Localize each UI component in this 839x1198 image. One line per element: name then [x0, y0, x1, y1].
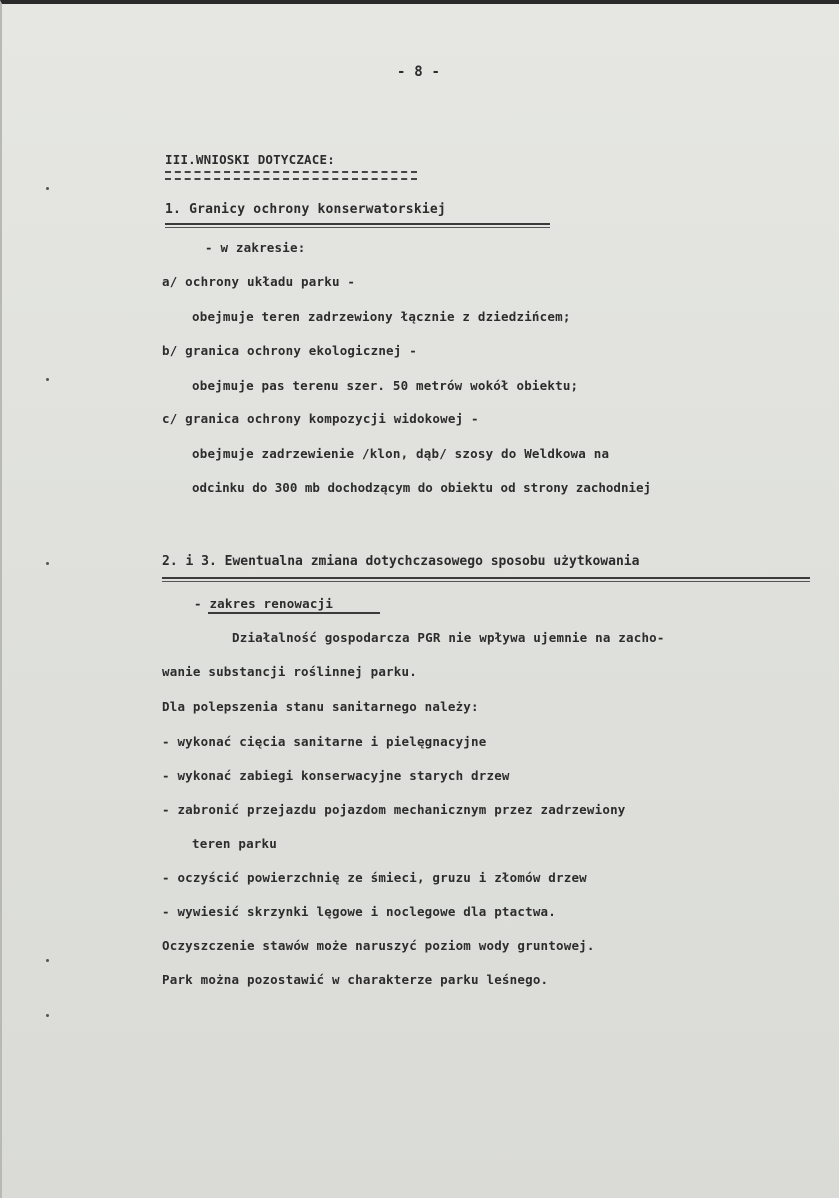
- section2-heading-underline-2: [162, 581, 810, 582]
- section2-subheading-underline: [208, 612, 380, 614]
- section1-line-b-desc: obejmuje pas terenu szer. 50 metrów wokół obiektu;: [192, 378, 579, 393]
- section2-item-3b: teren parku: [192, 836, 277, 851]
- section2-item-3: - zabronić przejazdu pojazdom mechanicznym przez zadrzewiony: [162, 802, 626, 817]
- section1-line-c-desc: obejmuje zadrzewienie /klon, dąb/ szosy do Weldkowa na: [192, 446, 610, 461]
- section2-para-4: Park można pozostawić w charakterze parku leśnego.: [162, 972, 549, 987]
- section2-item-1: - wykonać cięcia sanitarne i pielęgnacyjne: [162, 734, 487, 749]
- section1-subheading: - w zakresie:: [205, 240, 306, 255]
- scan-speck: [46, 378, 49, 381]
- scan-speck: [46, 562, 49, 565]
- scan-speck: [46, 959, 49, 962]
- section1-heading-underline-2: [165, 227, 550, 228]
- section2-subheading: - zakres renowacji: [194, 596, 334, 611]
- section2-para-1b: wanie substancji roślinnej parku.: [162, 664, 417, 679]
- section2-heading-underline: [162, 577, 810, 579]
- section2-para-1: Działalność gospodarcza PGR nie wpływa ujemnie na zacho-: [232, 630, 665, 645]
- section1-line-c: c/ granica ochrony kompozycji widokowej -: [162, 411, 479, 426]
- section2-item-2: - wykonać zabiegi konserwacyjne starych drzew: [162, 768, 510, 783]
- scan-speck: [46, 187, 49, 190]
- section2-item-5: - wywiesić skrzynki lęgowe i noclegowe dla ptactwa.: [162, 904, 557, 919]
- page-number: - 8 -: [397, 64, 441, 80]
- section2-heading: 2. i 3. Ewentualna zmiana dotychczasowego sposobu użytkowania: [162, 554, 640, 569]
- section-title-underline: [165, 171, 417, 180]
- section1-line-a: a/ ochrony układu parku -: [162, 274, 356, 289]
- section2-para-3: Oczyszczenie stawów może naruszyć poziom wody gruntowej.: [162, 938, 595, 953]
- section1-heading-underline: [165, 223, 550, 225]
- section-title: III.WNIOSKI DOTYCZACE:: [165, 152, 335, 167]
- section2-para-2: Dla polepszenia stanu sanitarnego należy:: [162, 699, 479, 714]
- scan-speck: [46, 1014, 49, 1017]
- section1-line-a-desc: obejmuje teren zadrzewiony łącznie z dziedzińcem;: [192, 309, 571, 324]
- section2-item-4: - oczyścić powierzchnię ze śmieci, gruzu i złomów drzew: [162, 870, 587, 885]
- section1-line-b: b/ granica ochrony ekologicznej -: [162, 343, 417, 358]
- section1-heading: 1. Granicy ochrony konserwatorskiej: [165, 202, 446, 217]
- section1-line-c-desc-2: odcinku do 300 mb dochodzącym do obiektu od strony zachodniej: [192, 480, 652, 495]
